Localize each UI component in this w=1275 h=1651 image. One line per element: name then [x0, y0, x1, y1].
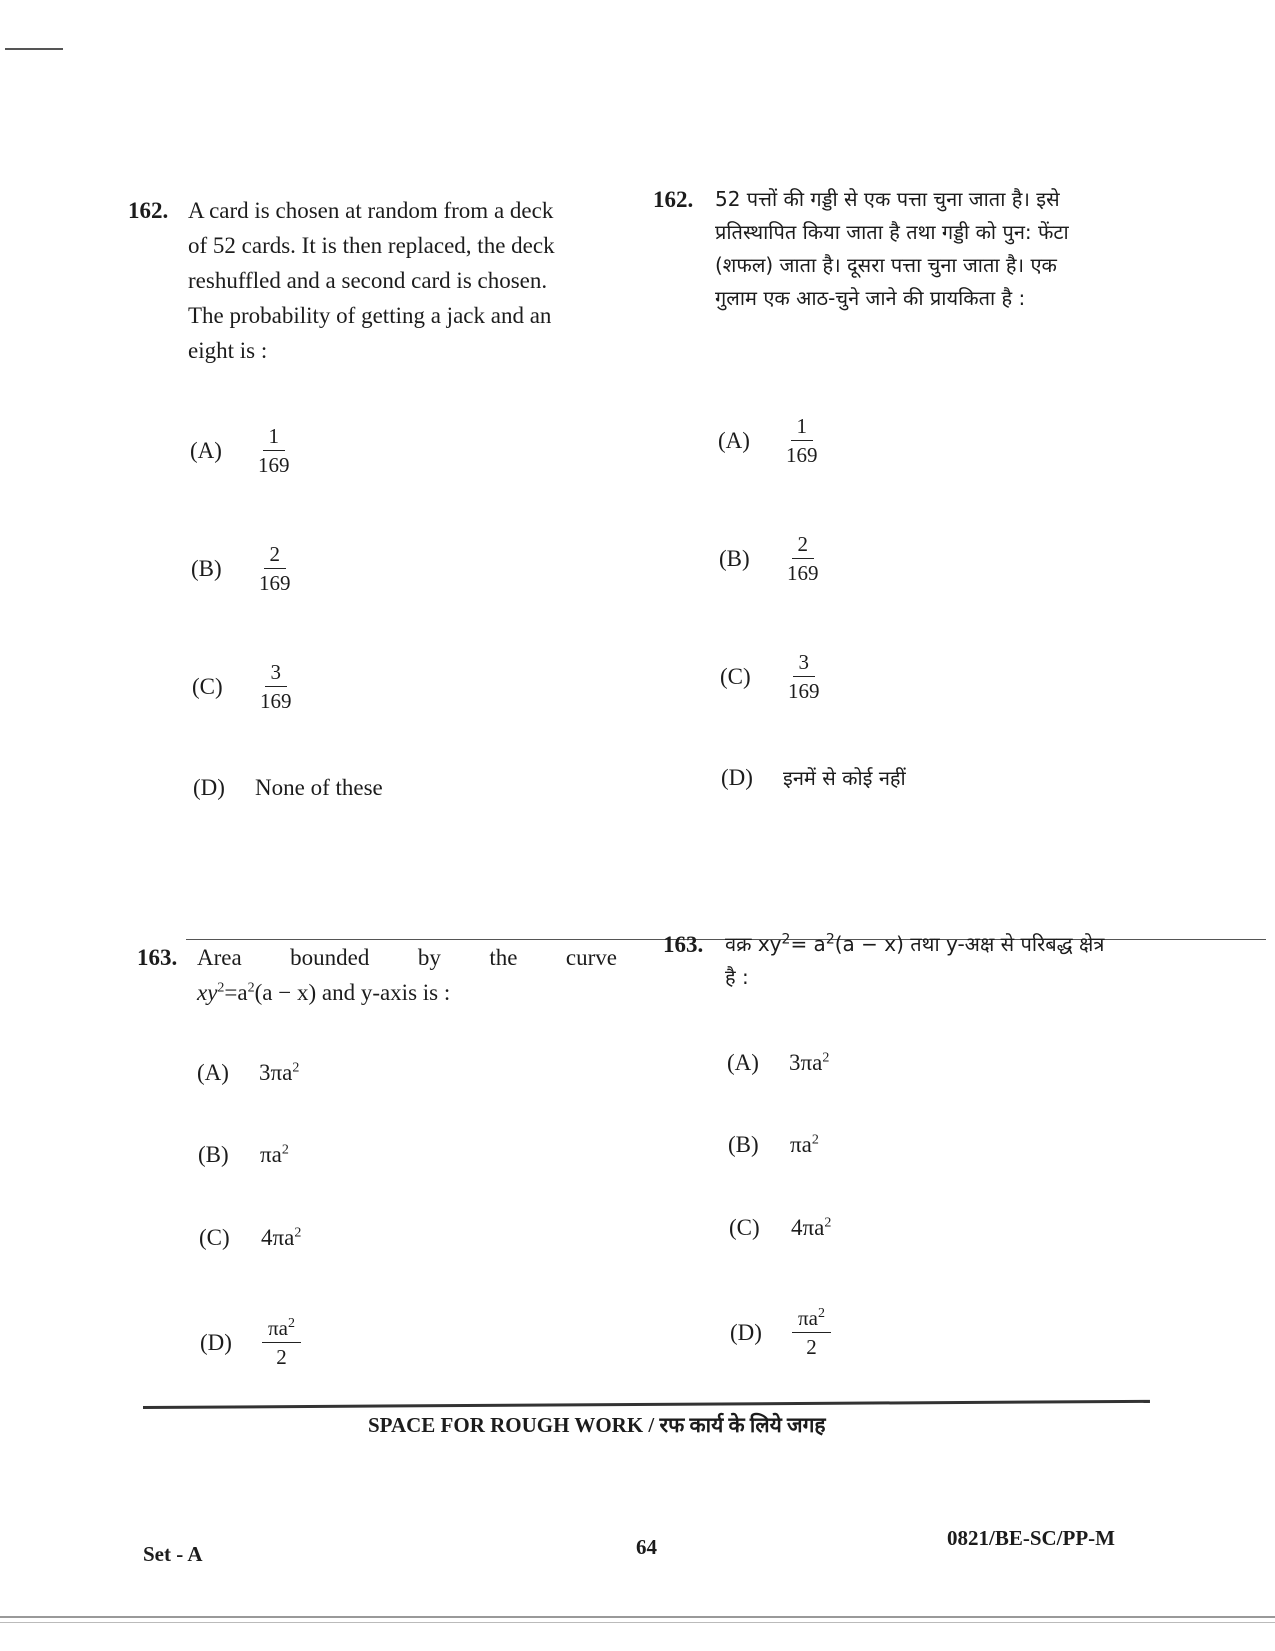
math-term: =a	[224, 980, 248, 1005]
option-d	[200, 1316, 301, 1369]
option-b	[719, 532, 825, 585]
option-label: (D)	[193, 775, 225, 800]
option-d	[721, 764, 906, 791]
rough-work-text: SPACE FOR ROUGH WORK / रफ कार्य के लिये जगह	[368, 1413, 826, 1437]
denominator: 169	[786, 443, 818, 467]
question-162-english	[128, 193, 608, 368]
fraction	[254, 660, 298, 713]
option-value	[789, 1050, 829, 1076]
question-text-line	[197, 940, 617, 975]
option-d	[193, 775, 383, 801]
option-c	[192, 660, 298, 713]
scan-line-bottom	[0, 1616, 1275, 1618]
denominator: 169	[787, 561, 819, 585]
option-a	[190, 424, 296, 477]
math-term: πa	[790, 1132, 812, 1157]
denominator: 2	[806, 1335, 817, 1359]
numerator	[792, 1306, 831, 1333]
word: by	[417, 945, 441, 970]
fraction	[780, 414, 824, 467]
option-text: इनमें से कोई नहीं	[783, 766, 906, 790]
option-a	[197, 1060, 299, 1086]
question-163-english	[137, 940, 617, 1010]
option-label: (A)	[197, 1060, 229, 1085]
question-text-line	[725, 928, 1155, 961]
question-text-line	[197, 975, 617, 1010]
option-c	[720, 650, 826, 703]
exponent: 2	[781, 931, 791, 948]
math-term: πa	[260, 1142, 282, 1167]
fraction	[262, 1316, 301, 1369]
question-number: 163.	[663, 932, 704, 957]
exponent: 2	[294, 1225, 302, 1241]
word: curve	[565, 945, 617, 970]
fraction	[781, 532, 825, 585]
option-c	[199, 1225, 301, 1251]
option-label: (D)	[721, 764, 753, 790]
option-label: (C)	[720, 663, 751, 689]
numerator: 3	[793, 650, 816, 677]
exponent: 2	[217, 980, 225, 996]
math-term: (a − x) and y-axis is :	[254, 980, 451, 1005]
option-label: (B)	[198, 1142, 229, 1167]
rough-work-divider	[143, 1400, 1150, 1409]
numerator: 3	[265, 660, 288, 687]
math-term: 4πa	[261, 1225, 295, 1250]
option-label: (D)	[730, 1319, 762, 1345]
numerator: 2	[792, 532, 815, 559]
option-value	[791, 1215, 831, 1241]
fraction	[792, 1306, 831, 1359]
math-term: πa	[798, 1306, 818, 1330]
option-a	[718, 414, 824, 467]
page-number: 64	[636, 1535, 657, 1559]
scan-line-bottom-2	[0, 1622, 1275, 1623]
exponent: 2	[825, 931, 835, 948]
exponent: 2	[292, 1060, 300, 1076]
denominator: 169	[260, 689, 292, 713]
denominator: 2	[276, 1345, 287, 1369]
question-162-hindi	[653, 183, 1145, 315]
math-term: (a − x) तथा y-अक्ष से परिबद्ध क्षेत्र	[834, 932, 1105, 956]
math-term: 4πa	[791, 1215, 825, 1240]
option-b	[728, 1132, 819, 1158]
option-label: (A)	[727, 1050, 759, 1075]
exponent: 2	[824, 1215, 832, 1231]
word: Area	[197, 945, 242, 970]
word: bounded	[290, 945, 370, 970]
scan-mark-top-left	[5, 48, 63, 50]
option-b	[191, 542, 297, 595]
math-term: 3πa	[789, 1050, 823, 1075]
math-term: πa	[268, 1316, 288, 1340]
option-value	[790, 1132, 819, 1158]
exponent: 2	[811, 1132, 819, 1148]
fraction	[253, 542, 297, 595]
math-term: वक्र xy	[725, 932, 782, 956]
question-text-line: गुलाम एक आठ-चुने जाने की प्रायकिता है :	[715, 286, 1026, 310]
fraction	[252, 424, 296, 477]
exponent: 2	[817, 1306, 825, 1321]
question-163-hindi	[663, 928, 1155, 994]
option-c	[729, 1215, 831, 1241]
question-text-line: (शफल) जाता है। दूसरा पत्ता चुना जाता है। एक	[715, 253, 1057, 277]
question-number: 162.	[653, 187, 694, 212]
fraction	[782, 650, 826, 703]
option-label: (B)	[191, 555, 222, 581]
option-label: (C)	[199, 1225, 230, 1250]
option-label: (A)	[190, 437, 222, 463]
exponent: 2	[822, 1050, 830, 1066]
math-term: 3πa	[259, 1060, 293, 1085]
paper-code: 0821/BE-SC/PP-M	[947, 1526, 1115, 1550]
option-label: (C)	[192, 673, 223, 699]
exponent: 2	[281, 1142, 289, 1158]
exponent: 2	[287, 1316, 295, 1331]
math-term: = a	[790, 932, 826, 956]
option-b	[198, 1142, 289, 1168]
question-text-line: eight is :	[188, 338, 268, 363]
word: the	[489, 945, 518, 970]
option-label: (D)	[200, 1329, 232, 1355]
question-text-line: A card is chosen at random from a deck	[188, 198, 554, 223]
question-text-line: 52 पत्तों की गड्डी से एक पत्ता चुना जाता है। इसे	[715, 187, 1060, 211]
option-label: (B)	[719, 545, 750, 571]
numerator: 2	[264, 542, 287, 569]
option-d	[730, 1306, 831, 1359]
option-label: (B)	[728, 1132, 759, 1157]
numerator: 1	[791, 414, 814, 441]
denominator: 169	[259, 571, 291, 595]
option-label: (C)	[729, 1215, 760, 1240]
option-a	[727, 1050, 829, 1076]
option-label: (A)	[718, 427, 750, 453]
math-term: xy	[197, 980, 218, 1005]
rough-work-label	[368, 1411, 826, 1439]
denominator: 169	[788, 679, 820, 703]
option-text: None of these	[255, 775, 383, 800]
numerator: 1	[263, 424, 286, 451]
question-text-line: The probability of getting a jack and an	[188, 303, 552, 328]
exponent: 2	[247, 980, 255, 996]
option-value	[259, 1060, 299, 1086]
option-value	[260, 1142, 289, 1168]
question-text-line: of 52 cards. It is then replaced, the deck	[188, 233, 555, 258]
question-number: 162.	[128, 198, 169, 223]
question-text-line: है :	[725, 965, 749, 989]
numerator	[262, 1316, 301, 1343]
question-text-line: reshuffled and a second card is chosen.	[188, 268, 548, 293]
denominator: 169	[258, 453, 290, 477]
question-text-line: प्रतिस्थापित किया जाता है तथा गड्डी को पुन: फेंटा	[715, 220, 1069, 244]
set-label: Set - A	[143, 1542, 203, 1566]
question-number: 163.	[137, 945, 178, 970]
option-value	[261, 1225, 301, 1251]
